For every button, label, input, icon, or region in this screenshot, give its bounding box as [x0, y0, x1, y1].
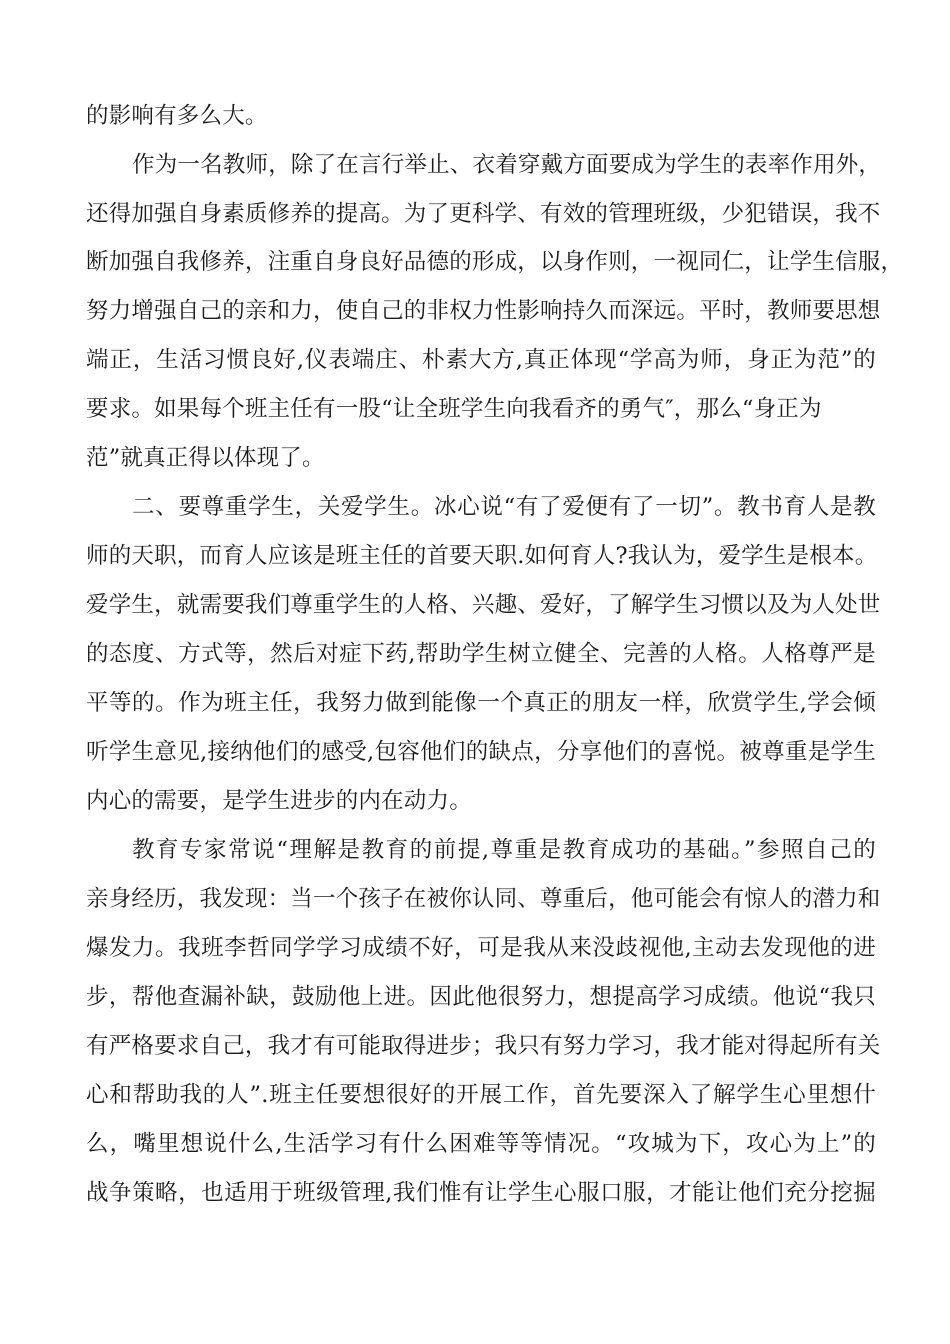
text-line: 教育专家常说“理解是教育的前提,尊重是教育成功的基础。”参照自己的	[132, 837, 876, 863]
text-line: 步，帮他查漏补缺，鼓励他上进。因此他很努力，想提高学习成绩。他说“我只	[86, 984, 876, 1010]
text-line: 还得加强自身素质修养的提高。为了更科学、有效的管理班级，少犯错误，我不	[86, 201, 881, 227]
text-line: 有严格要求自己，我才有可能取得进步；我只有努力学习，我才能对得起所有关	[86, 1033, 881, 1059]
text-line: 师的天职，而育人应该是班主任的首要天职.如何育人?我认为，爱学生是根本。	[86, 543, 878, 569]
text-line: 听学生意见,接纳他们的感受,包容他们的缺点，分享他们的喜悦。被尊重是学生	[86, 739, 876, 765]
text-line: 内心的需要，是学生进步的内在动力。	[86, 788, 472, 814]
text-line: 心和帮助我的人”.班主任要想很好的开展工作，首先要深入了解学生心里想什	[86, 1082, 876, 1108]
text-line: 亲身经历，我发现：当一个孩子在被你认同、尊重后，他可能会有惊人的潜力和	[86, 886, 881, 912]
text-line: 爆发力。我班李哲同学学习成绩不好，可是我从来没歧视他,主动去发现他的进	[86, 935, 876, 961]
text-line: 的影响有多么大。	[86, 103, 268, 129]
text-line: 的态度、方式等，然后对症下药,帮助学生树立健全、完善的人格。人格尊严是	[86, 641, 876, 667]
text-line: 范”就真正得以体现了。	[86, 445, 325, 471]
text-line: 断加强自我修养，注重自身良好品德的形成，以身作则，一视同仁，让学生信服，	[86, 249, 904, 275]
text-line: 平等的。作为班主任，我努力做到能像一个真正的朋友一样，欣赏学生,学会倾	[86, 690, 876, 716]
text-line: 端正，生活习惯良好,仪表端庄、朴素大方,真正体现“学高为师，身正为范”的	[86, 347, 876, 373]
text-line: 要求。如果每个班主任有一股“让全班学生向我看齐的勇气″，那么“身正为	[86, 396, 822, 422]
text-line: 么，嘴里想说什么,生活学习有什么困难等等情况。“攻城为下，攻心为上”的	[86, 1131, 876, 1157]
text-line: 二、要尊重学生，关爱学生。冰心说“有了爱便有了一切”。教书育人是教	[132, 494, 876, 520]
text-line: 爱学生，就需要我们尊重学生的人格、兴趣、爱好，了解学生习惯以及为人处世	[86, 592, 881, 618]
text-line: 努力增强自己的亲和力，使自己的非权力性影响持久而深远。平时，教师要思想	[86, 298, 881, 324]
text-line: 作为一名教师，除了在言行举止、衣着穿戴方面要成为学生的表率作用外，	[132, 152, 882, 178]
text-line: 战争策略，也适用于班级管理,我们惟有让学生心服口服，才能让他们充分挖掘	[86, 1180, 876, 1206]
